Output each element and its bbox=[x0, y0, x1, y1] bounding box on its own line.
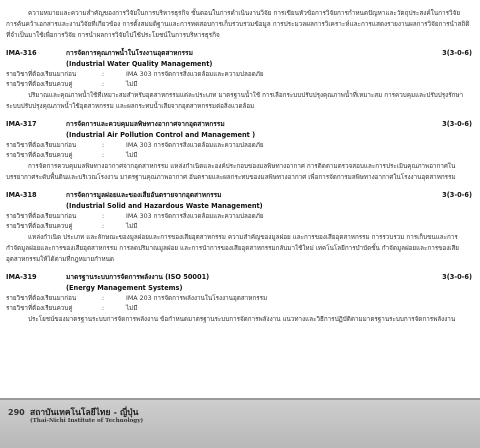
corequisite-value: ไม่มี bbox=[126, 305, 138, 312]
corequisite-row bbox=[6, 304, 472, 314]
colon: : bbox=[102, 295, 105, 302]
course-block bbox=[6, 272, 472, 325]
corequisite-row bbox=[6, 80, 472, 90]
colon: : bbox=[102, 152, 105, 159]
course-code: IMA-317 bbox=[6, 120, 37, 128]
colon: : bbox=[102, 223, 105, 230]
course-header bbox=[6, 190, 472, 201]
corequisite-value: ไม่มี bbox=[126, 223, 138, 230]
corequisite-label: รายวิชาที่ต้องเรียนควบคู่ bbox=[6, 152, 73, 159]
course-credits: 3(3-0-6) bbox=[442, 120, 472, 128]
course-title-english: (Industrial Water Quality Management) bbox=[66, 60, 213, 68]
colon: : bbox=[102, 71, 105, 78]
prerequisite-label: รายวิชาที่ต้องเรียนมาก่อน bbox=[6, 71, 77, 78]
course-code: IMA-318 bbox=[6, 191, 37, 199]
course-credits: 3(3-0-6) bbox=[442, 49, 472, 57]
page-content bbox=[6, 8, 472, 325]
colon: : bbox=[102, 142, 105, 149]
course-block bbox=[6, 48, 472, 112]
course-credits: 3(3-0-6) bbox=[442, 273, 472, 281]
page-number: 290 bbox=[8, 408, 25, 417]
prerequisite-label: รายวิชาที่ต้องเรียนมาก่อน bbox=[6, 142, 77, 149]
intro-paragraph: ความหมายและความสำคัญของการวิจัยในการบริหารธุรกิจ ขั้นตอนในการดำเนินงานวิจัย การเขียนหัวข้อการวิจัยการกำหนดปัญหาและวัตถุประสงค์ในการวิจัย การค้นคว้าเอกสารและงานวิจัยที่เกี่ยวข้อง การตั้งสมมติฐานและการทดสอบการเก็บรวบรวมข้อมูล การประมวลผลการวิเคราะห์และการแสดงรายงานผลการวิจัยการนำสถิติที่จำเป็นมาใช้เพื่อการวิจัย การนำผลการวิจัยไปใช้ประโยชน์ในการบริหารธุรกิจ bbox=[6, 9, 470, 39]
course-block bbox=[6, 190, 472, 265]
institute-name-thai: สถาบันเทคโนโลยีไทย - ญี่ปุ่น bbox=[30, 408, 139, 418]
prerequisite-row bbox=[6, 141, 472, 151]
prerequisite-label: รายวิชาที่ต้องเรียนมาก่อน bbox=[6, 213, 77, 220]
prerequisite-value: IMA 303 การจัดการสิ่งแวดล้อมและความปลอดภัย bbox=[126, 71, 264, 78]
course-credits: 3(3-0-6) bbox=[442, 191, 472, 199]
course-title-thai: การจัดการมูลฝอยและของเสียอันตรายจากอุตสาหกรรม bbox=[66, 191, 222, 199]
course-title-english: (Energy Management Systems) bbox=[66, 284, 183, 292]
prerequisite-row bbox=[6, 294, 472, 304]
corequisite-label: รายวิชาที่ต้องเรียนควบคู่ bbox=[6, 223, 73, 230]
course-description: การจัดการควบคุมมลพิษทางอากาศจากอุตสาหกรรม แหล่งกำเนิดและองค์ประกอบของมลพิษทางอากาศ การติดตามตรวจสอบและการประเมินคุณภาพอากาศในบรรยากาศระดับพื้นดินและบริเวณโรงงาน มาตรฐานคุณภาพอากาศ อันตรายและผลกระทบของมลพิษทางอากาศ เพื่อการจัดการมลพิษทางอากาศในโรงงานอุตสาหกรรม bbox=[6, 163, 456, 181]
corequisite-row bbox=[6, 222, 472, 232]
prerequisite-label: รายวิชาที่ต้องเรียนมาก่อน bbox=[6, 295, 77, 302]
course-title-english: (Industrial Air Pollution Control and Management ) bbox=[66, 131, 256, 139]
course-code: IMA-316 bbox=[6, 49, 37, 57]
course-header bbox=[6, 119, 472, 130]
course-title-english: (Industrial Solid and Hazardous Waste Management) bbox=[66, 202, 263, 210]
course-title-thai: การจัดการและควบคุมมลพิษทางอากาศจากอุตสาหกรรม bbox=[66, 120, 225, 128]
course-description: ประโยชน์ของมาตรฐานระบบการจัดการพลังงาน ข้อกำหนดมาตรฐานระบบการจัดการพลังงาน แนวทางและวิธีการปฏิบัติตามมาตรฐานระบบการจัดการพลังงาน bbox=[28, 316, 456, 323]
corequisite-row bbox=[6, 151, 472, 161]
colon: : bbox=[102, 213, 105, 220]
corequisite-value: ไม่มี bbox=[126, 81, 138, 88]
corequisite-value: ไม่มี bbox=[126, 152, 138, 159]
course-code: IMA-319 bbox=[6, 273, 37, 281]
course-title-thai: การจัดการคุณภาพน้ำในโรงงานอุตสาหกรรม bbox=[66, 49, 193, 57]
course-description: แหล่งกำเนิด ประเภท และลักษณะของมูลฝอยและการของเสียอุตสาหกรรม ความสำคัญของมูลฝอย และการของเสียอุตสาหกรรม การรวบรวม การเก็บขนและการกำจัดมูลฝอยและการของเสียอุตสาหกรรม การลดปริมาณมูลฝอย และการนำการของเสียอุตสาหกรรมกลับมาใช้ใหม่ เทคโนโลยีการบำบัดขั้น กำจัดมูลฝอยและการของเสียอุตสาหกรรมให้ได้ตามที่กฎหมายกำหนด bbox=[6, 234, 459, 263]
corequisite-label: รายวิชาที่ต้องเรียนควบคู่ bbox=[6, 81, 73, 88]
colon: : bbox=[102, 81, 105, 88]
prerequisite-value: IMA 303 การจัดการสิ่งแวดล้อมและความปลอดภัย bbox=[126, 142, 264, 149]
course-description: ปริมาณและคุณภาพน้ำใช้ที่เหมาะสมสำหรับอุตสาหกรรมแต่ละประเภท มาตรฐานน้ำใช้ การเลือกระบบปรับปรุงคุณภาพน้ำที่เหมาะสม การควบคุมและปรับปรุงรักษาระบบปรับปรุงคุณภาพน้ำใช้อุตสาหกรรม และผลกระทบน้ำเสียจากอุตสาหกรรมต่อสิ่งแวดล้อม bbox=[6, 92, 464, 110]
prerequisite-row bbox=[6, 212, 472, 222]
course-block bbox=[6, 119, 472, 183]
prerequisite-value: IMA 203 การจัดการพลังงานในโรงงานอุตสาหกรรม bbox=[126, 295, 268, 302]
course-header bbox=[6, 272, 472, 283]
course-title-thai: มาตรฐานระบบการจัดการพลังงาน (ISO 50001) bbox=[66, 273, 210, 281]
prerequisite-row bbox=[6, 70, 472, 80]
colon: : bbox=[102, 305, 105, 312]
page-footer bbox=[0, 398, 480, 448]
institute-name-english: (Thai-Nichi Institute of Technology) bbox=[30, 418, 144, 424]
course-header bbox=[6, 48, 472, 59]
corequisite-label: รายวิชาที่ต้องเรียนควบคู่ bbox=[6, 305, 73, 312]
prerequisite-value: IMA 303 การจัดการสิ่งแวดล้อมและความปลอดภัย bbox=[126, 213, 264, 220]
